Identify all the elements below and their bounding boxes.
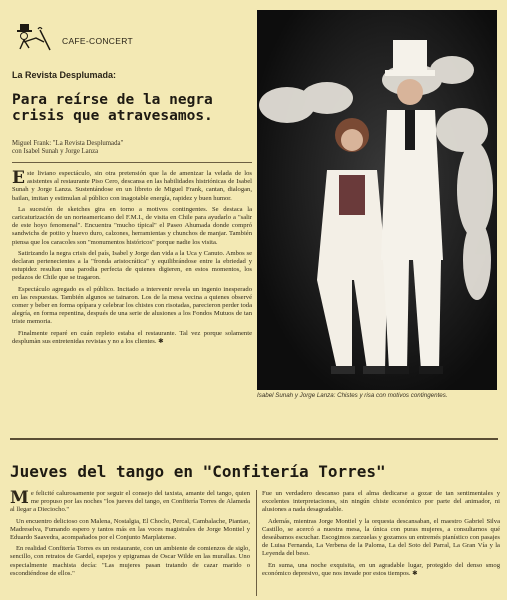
paragraph: Un encuentro delicioso con Malena, Nostalgia, El Choclo, Percal, Cambalache, Piantao, Madreselva, Fumando espero y tantos más en las voces magistrales de Jorge Montiel y Eduardo Saavedra, acompañados por el Conjunto Marplatense.	[10, 517, 250, 542]
credit-line-2: con Isabel Sunah y Jorge Lanza	[12, 148, 99, 155]
article2-body-right	[262, 490, 500, 581]
paragraph: En realidad Confitería Torres es un restaurante, con un ambiente de comienzos de siglo, sencillo, con retratos de Gardel, espejos y epigramas de Oscar Wilde en las murallas. Uno especialmente machista decía: "Las mujeres pasan tratando de cazar marido o escondiéndose de ellos."	[10, 545, 250, 577]
paragraph: Satirizando la negra crisis del país, Isabel y Jorge dan vida a la Uca y Canuto. Ambos se declaran pertenecientes a la "fronda aristocrática" y equilibrándose entre la ebriedad y estupidez resultan una parodia perfecta de quienes digieren, en estos momentos, los pedazos de Chile que se tragaron.	[12, 249, 252, 282]
article-credit	[12, 140, 252, 156]
section-label: CAFE-CONCERT	[62, 36, 133, 46]
article-headline: Para reírse de la negra crisis que atravesamos.	[12, 92, 213, 124]
section-divider	[10, 438, 498, 440]
paragraph: En suma, una noche exquisita, en un agradable lugar, protegido del denso smog económico depresivo, que nos invade por estos tiempos. ✱	[262, 561, 500, 577]
paragraph: Este liviano espectáculo, sin otra pretensión que la de amenizar la velada de los asistentes al restaurante Piso Cero, descansa en las habilidades histriónicas de Isabel Sunah y Jorge Lanza. Sustentándose en un libreto de Miguel Frank, cantan, dialogan, bailan, imitan y estimulan al público con inagotable energía, rapidez y buen humor.	[12, 168, 252, 202]
paragraph: Finalmente reparé en cuán repleto estaba el restaurante. Tal vez porque solamente desplumàn sus entretenidas revistas y no a los clientes. ✱	[12, 329, 252, 345]
performers-photo	[257, 10, 497, 390]
column-divider	[256, 490, 257, 596]
paragraph: Además, mientras Jorge Montiel y la orquesta descansaban, el maestro Gabriel Silva Castillo, se acercó a nuestra mesa, la única con puras mujeres, a consultarnos qué deseábamos escuchar. Escogimos zarzuelas y gozamos un entremés pianístico con pasajes de Luisa Fernanda, La Verbena de la Paloma, La del Soto del Parral, La Gran Vía y la Leyenda del beso.	[262, 517, 500, 558]
photo-caption: Isabel Sunah y Jorge Lanza: Chistes y risa con motivos contingentes.	[257, 392, 448, 399]
dancer-hat-cane-logo-icon	[14, 22, 54, 52]
paragraph: Espectáculo agregado es el público. Incitado a intervenir revela un ingenio inesperado en las respuestas. También algunos se tainaron. Los de la mesa vecina a quienes observé comer y beber en forma opípara y celebrar los chistes con risotadas, parecieron perder toda alegría, en forma repentina, después de una serie de alusiones a los Fondos Mutuos de tan triste memoria.	[12, 285, 253, 326]
paragraph: La sucesión de sketches gira en torno a motivos contingentes. Se destaca la caricaturización de un norteamericano del F.M.I., de visita en Chile para ayudarlo a "salir de este hoyo fenomenal". Encuentra "mucho típical" el Paseo Ahumada donde compró sandwichs de potito y huevo duro, calzones, herramientas y chunchos de manjar. También piensa que los caracoles son "monumentos históricos" porque nadie los visita.	[12, 205, 252, 246]
article2-headline: Jueves del tango en "Confitería Torres"	[10, 462, 386, 481]
article-kicker: La Revista Desplumada:	[12, 70, 117, 80]
dropcap: E	[12, 168, 25, 188]
paragraph: Me felicité calurosamente por seguir el consejo del taxista, amante del tango, quien me propuso por las noches "los jueves del tango, en Confitería Torres de Alameda al llegar a Dieciocho."	[10, 488, 250, 514]
performers-illustration	[257, 10, 497, 390]
divider	[12, 162, 252, 163]
credit-line-1: Miguel Frank: "La Revista Desplumada"	[12, 140, 124, 147]
section-header	[14, 22, 244, 52]
article-body	[12, 170, 252, 349]
dropcap: M	[10, 488, 29, 508]
article2-body-left	[10, 490, 250, 581]
paragraph: Fue un verdadero descanso para el alma dedicarse a gozar de tan sentimentales y excelentes interpretaciones, sin ningún chiste económico por parte del animador, ni alusiones a nada desagradable.	[262, 490, 500, 514]
